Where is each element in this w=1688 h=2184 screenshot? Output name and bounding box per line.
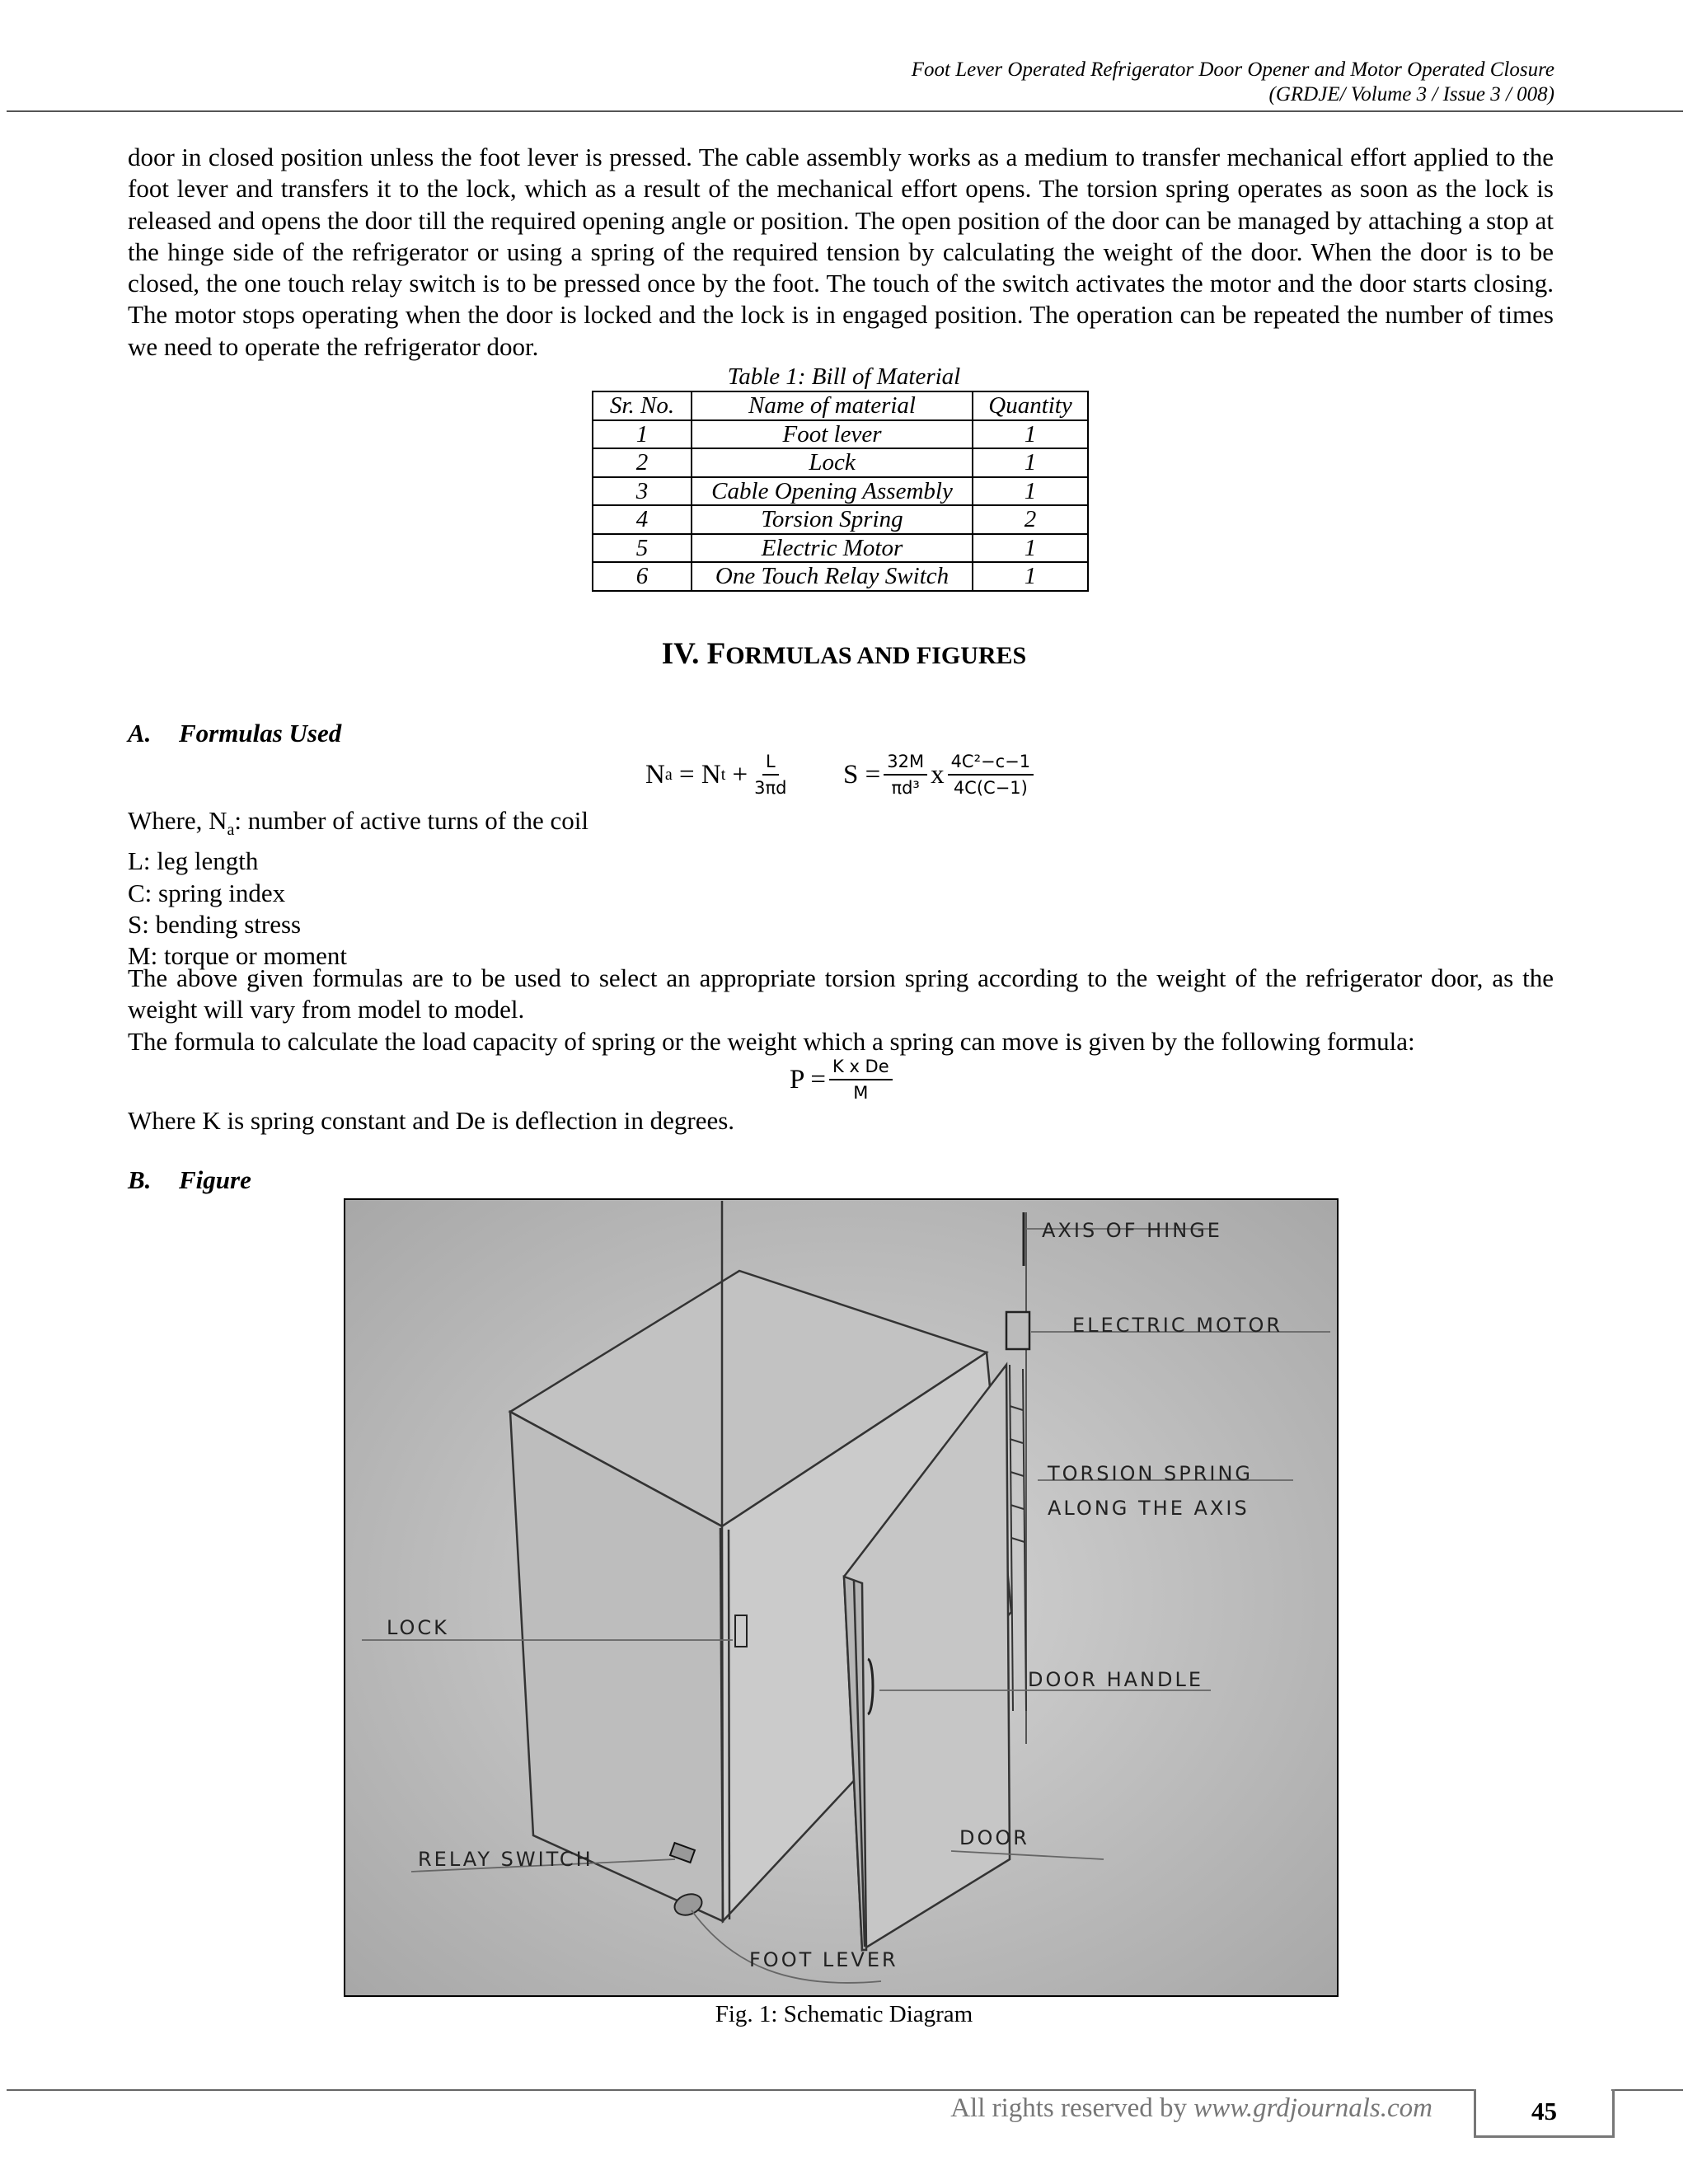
table-caption: Table 1: Bill of Material [727, 363, 961, 390]
section-title [0, 636, 1688, 672]
table-cell: 1 [973, 562, 1088, 591]
header-rule [7, 110, 1683, 112]
where-rest: : number of active turns of the coil [234, 806, 588, 835]
formula2-times: x [931, 759, 945, 790]
label-along-the-axis: ALONG THE AXIS [1048, 1497, 1250, 1520]
page-number: 45 [1531, 2097, 1557, 2125]
formula2-fraction-1 [884, 752, 927, 798]
definition-line: L: leg length [128, 846, 259, 876]
table-row [593, 420, 1088, 449]
table-row [593, 562, 1088, 591]
subsection-b-title: Figure [179, 1165, 251, 1194]
paragraph-load-capacity: The formula to calculate the load capacity of spring or the weight which a spring can move is given by the following formula: [128, 1027, 1415, 1056]
footer-rule-right [1611, 2089, 1683, 2091]
label-door: DOOR [959, 1826, 1029, 1849]
intro-paragraph: door in closed position unless the foot lever is pressed. The cable assembly works as a medium to transfer mechanical effort applied to the foot lever and transfers it to the lock, which as a result of the mechanical effort opens. The torsion spring operates as soon as the lock is released and opens the door till the required opening angle or position. The open position of the door can be managed by attaching a stop at the hinge side of the refrigerator or using a spring of the required tension by calculating the weight of the door. When the door is to be closed, the one touch relay switch is to be pressed once by the foot. The touch of the switch activates the motor and the door starts closing. The motor stops operating when the door is locked and the lock is in engaged position. The operation can be repeated the number of times we need to operate the refrigerator door. [128, 143, 1554, 361]
where-prefix: Where, N [128, 806, 227, 835]
formula1-eq: = N [678, 759, 721, 790]
table-cell: Electric Motor [692, 534, 973, 563]
section-rest: ORMULAS AND FIGURES [725, 642, 1027, 669]
schematic-figure [344, 1198, 1339, 1997]
formula3-numerator: K x De [829, 1057, 893, 1080]
definition-line: C: spring index [128, 878, 286, 907]
table-cell: 1 [973, 420, 1088, 449]
label-foot-lever: FOOT LEVER [749, 1948, 898, 1971]
table-cell: Lock [692, 448, 973, 477]
subsection-a-heading [128, 719, 341, 748]
footer-site-link[interactable]: www.grdjournals.com [1193, 2093, 1432, 2123]
table-header-row [593, 391, 1088, 420]
label-torsion-spring: TORSION SPRING [1048, 1462, 1254, 1485]
lock-shape [735, 1615, 747, 1647]
formula2-fraction-2 [948, 752, 1034, 798]
table-header-cell: Quantity [973, 391, 1088, 420]
table-cell: One Touch Relay Switch [692, 562, 973, 591]
section-initial: F [706, 637, 726, 671]
formula3-fraction [829, 1057, 893, 1103]
footer-rights-text: All rights reserved by [950, 2093, 1194, 2123]
label-lock: LOCK [387, 1616, 449, 1639]
formula2-lhs: S = [843, 759, 881, 790]
table-cell: Torsion Spring [692, 505, 973, 534]
formula1-denominator: 3πd [754, 778, 787, 798]
formula2-denominator-1: πd³ [891, 778, 920, 798]
label-relay-switch: RELAY SWITCH [418, 1848, 593, 1871]
formula-load-capacity [790, 1057, 896, 1103]
definition-line: S: bending stress [128, 910, 302, 940]
table-row [593, 448, 1088, 477]
formula1-fraction [751, 752, 790, 798]
table-cell: 1 [593, 420, 692, 449]
formula2-denominator-2: 4C(C−1) [953, 778, 1028, 798]
label-electric-motor: ELECTRIC MOTOR [1072, 1314, 1283, 1337]
definitions-block [128, 805, 588, 972]
table-cell: 5 [593, 534, 692, 563]
table-cell: Cable Opening Assembly [692, 477, 973, 506]
table-header-cell: Sr. No. [593, 391, 692, 420]
schematic-drawing [345, 1200, 1337, 1995]
formula3-denominator: M [853, 1083, 869, 1103]
table-cell: 2 [973, 505, 1088, 534]
paragraph-where-k: Where K is spring constant and De is deflection in degrees. [128, 1106, 735, 1135]
table-cell: 2 [593, 448, 692, 477]
subsection-b-number: B. [128, 1165, 152, 1194]
subsection-a-title: Formulas Used [179, 719, 342, 748]
table-header-cell: Name of material [692, 391, 973, 420]
label-door-handle: DOOR HANDLE [1028, 1668, 1203, 1691]
formula-bending-stress [843, 752, 1037, 798]
table-cell: 1 [973, 448, 1088, 477]
footer-rights [950, 2093, 1432, 2124]
table-row [593, 534, 1088, 563]
formula1-lhs: N [645, 759, 665, 790]
formula1-t-sub: t [720, 765, 726, 784]
formula2-numerator-2: 4C²−c−1 [948, 752, 1034, 776]
formula1-numerator: L [762, 752, 779, 776]
paragraph-formulas-usage: The above given formulas are to be used to select an appropriate torsion spring according to the weight of the refrigerator door, as the weight will vary from model to model. [128, 963, 1554, 1024]
subsection-a-number: A. [128, 719, 152, 748]
table-cell: Foot lever [692, 420, 973, 449]
label-axis-of-hinge: AXIS OF HINGE [1042, 1219, 1222, 1242]
running-header-journal: (GRDJE/ Volume 3 / Issue 3 / 008) [1268, 83, 1554, 105]
figure-caption: Fig. 1: Schematic Diagram [715, 2001, 973, 2027]
formula3-lhs: P = [790, 1064, 826, 1094]
table-cell: 1 [973, 534, 1088, 563]
footer-rule [7, 2089, 1474, 2091]
where-line [128, 805, 588, 846]
formula2-numerator-1: 32M [884, 752, 927, 776]
definition-line: M: torque or moment [128, 941, 348, 971]
table-cell: 1 [973, 477, 1088, 506]
table-row [593, 505, 1088, 534]
formula1-plus: + [732, 759, 748, 790]
section-roman: IV. [661, 637, 700, 671]
table-cell: 3 [593, 477, 692, 506]
running-header-title: Foot Lever Operated Refrigerator Door Opener and Motor Operated Closure [911, 59, 1554, 81]
formula1-lhs-sub: a [664, 765, 673, 784]
electric-motor-shape [1006, 1312, 1029, 1349]
bill-of-material-table [592, 391, 1089, 592]
subsection-b-heading [128, 1165, 251, 1195]
table-row [593, 477, 1088, 506]
formula-active-turns [645, 752, 793, 798]
table-cell: 4 [593, 505, 692, 534]
table-cell: 6 [593, 562, 692, 591]
where-sub: a [227, 821, 235, 840]
